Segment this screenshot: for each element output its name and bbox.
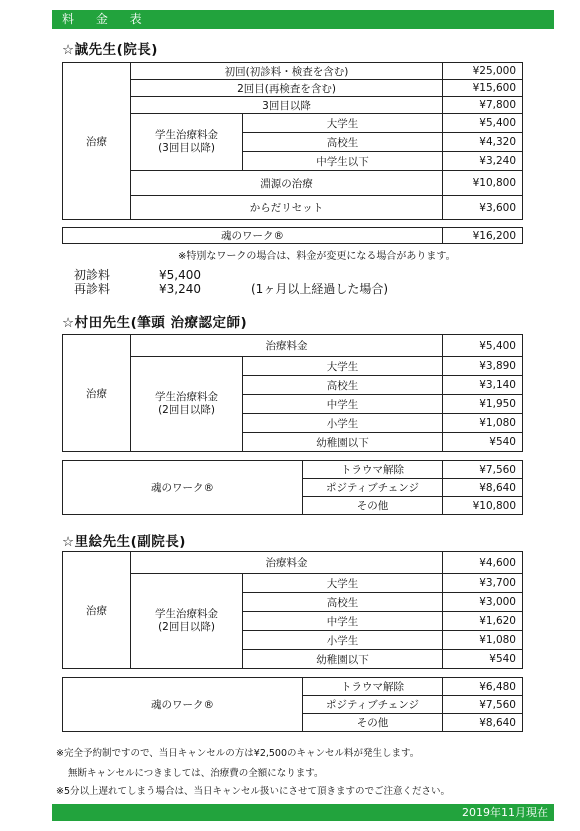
footer-bar xyxy=(52,804,554,821)
row-price: ¥5,400 xyxy=(443,335,523,357)
row-price: ¥4,320 xyxy=(443,133,523,152)
row-label: ポジティブチェンジ xyxy=(303,696,443,714)
row-label: 中学生以下 xyxy=(243,152,443,171)
row-label: 3回目以降 xyxy=(131,97,443,114)
row-price: ¥7,560 xyxy=(443,461,523,479)
row-price: ¥1,080 xyxy=(443,414,523,433)
soul-work-group-label: 魂のワーク® xyxy=(63,678,303,732)
student-rate-title: 学生治療料金 xyxy=(155,391,218,403)
row-price: ¥3,600 xyxy=(443,196,523,220)
row-price: ¥3,240 xyxy=(443,152,523,171)
student-rate-condition: (3回目以降) xyxy=(158,142,215,154)
row-price: ¥1,620 xyxy=(443,612,523,631)
row-price: ¥1,080 xyxy=(443,631,523,650)
section-heading-rie: ☆里絵先生(副院長) xyxy=(62,534,186,550)
soul-work-price: ¥16,200 xyxy=(443,228,523,244)
row-price: ¥5,400 xyxy=(443,114,523,133)
soul-work-table-rie xyxy=(62,677,523,732)
row-label: その他 xyxy=(303,714,443,732)
price-table-murata xyxy=(62,334,523,452)
row-label: 高校生 xyxy=(243,133,443,152)
row-label: 治療料金 xyxy=(131,335,443,357)
row-label: 中学生 xyxy=(243,395,443,414)
soul-work-group-label: 魂のワーク® xyxy=(63,461,303,515)
group-label-treatment: 治療 xyxy=(63,63,131,220)
student-rate-title: 学生治療料金 xyxy=(155,608,218,620)
late-policy-note: ※5分以上遅れてしまう場合は、当日キャンセル扱いにさせて頂きますのでご注意ください。 xyxy=(56,786,451,797)
page-title: 料 金 表 xyxy=(62,12,151,26)
row-price: ¥8,640 xyxy=(443,479,523,497)
group-label-treatment: 治療 xyxy=(63,335,131,452)
row-label: 2回目(再検査を含む) xyxy=(131,80,443,97)
return-visit-condition: (1ヶ月以上経過した場合) xyxy=(251,282,388,296)
price-table-makoto xyxy=(62,62,523,220)
row-price: ¥7,800 xyxy=(443,97,523,114)
row-label: トラウマ解除 xyxy=(303,461,443,479)
first-visit-price: ¥5,400 xyxy=(159,268,201,282)
special-work-note: ※特別なワークの場合は、料金が変更になる場合があります。 xyxy=(178,251,456,262)
row-price: ¥540 xyxy=(443,433,523,452)
row-price: ¥6,480 xyxy=(443,678,523,696)
row-price: ¥3,700 xyxy=(443,574,523,593)
student-rate-label xyxy=(131,574,243,669)
student-rate-condition: (2回目以降) xyxy=(158,404,215,416)
row-label: 大学生 xyxy=(243,574,443,593)
student-rate-label xyxy=(131,357,243,452)
row-price: ¥3,140 xyxy=(443,376,523,395)
group-label-treatment: 治療 xyxy=(63,552,131,669)
row-price: ¥10,800 xyxy=(443,497,523,515)
row-label: 治療料金 xyxy=(131,552,443,574)
row-price: ¥7,560 xyxy=(443,696,523,714)
row-label: 大学生 xyxy=(243,114,443,133)
row-price: ¥15,600 xyxy=(443,80,523,97)
row-label: 大学生 xyxy=(243,357,443,376)
cancel-policy-note: ※完全予約制ですので、当日キャンセルの方は¥2,500のキャンセル料が発生します。 xyxy=(56,748,420,759)
section-heading-makoto: ☆誠先生(院長) xyxy=(62,42,158,58)
student-rate-label xyxy=(131,114,243,171)
row-label: 中学生 xyxy=(243,612,443,631)
soul-work-table-murata xyxy=(62,460,523,515)
return-visit-fee xyxy=(74,282,388,296)
row-price: ¥10,800 xyxy=(443,171,523,196)
section-heading-murata: ☆村田先生(筆頭 治療認定師) xyxy=(62,315,248,331)
first-visit-label: 初診料 xyxy=(74,268,111,282)
row-price: ¥8,640 xyxy=(443,714,523,732)
row-label: 淵源の治療 xyxy=(131,171,443,196)
row-label: 高校生 xyxy=(243,593,443,612)
price-table-rie xyxy=(62,551,523,669)
row-label: ポジティブチェンジ xyxy=(303,479,443,497)
row-price: ¥3,000 xyxy=(443,593,523,612)
row-label: 高校生 xyxy=(243,376,443,395)
row-price: ¥3,890 xyxy=(443,357,523,376)
student-rate-condition: (2回目以降) xyxy=(158,621,215,633)
row-price: ¥25,000 xyxy=(443,63,523,80)
no-show-policy-note: 無断キャンセルにつきましては、治療費の全額になります。 xyxy=(68,768,324,779)
return-visit-price: ¥3,240 xyxy=(159,282,201,296)
row-label: 幼稚園以下 xyxy=(243,650,443,669)
header-bar xyxy=(52,10,554,29)
row-price: ¥540 xyxy=(443,650,523,669)
row-label: 小学生 xyxy=(243,414,443,433)
row-label: 幼稚園以下 xyxy=(243,433,443,452)
row-price: ¥4,600 xyxy=(443,552,523,574)
as-of-date: 2019年11月現在 xyxy=(462,806,548,819)
row-label: トラウマ解除 xyxy=(303,678,443,696)
soul-work-label: 魂のワーク® xyxy=(63,228,443,244)
row-label: その他 xyxy=(303,497,443,515)
return-visit-label: 再診料 xyxy=(74,282,111,296)
student-rate-title: 学生治療料金 xyxy=(155,129,218,141)
row-price: ¥1,950 xyxy=(443,395,523,414)
row-label: 小学生 xyxy=(243,631,443,650)
soul-work-table-makoto xyxy=(62,227,523,244)
row-label: からだリセット xyxy=(131,196,443,220)
first-visit-fee xyxy=(74,268,201,282)
row-label: 初回(初診料・検査を含む) xyxy=(131,63,443,80)
